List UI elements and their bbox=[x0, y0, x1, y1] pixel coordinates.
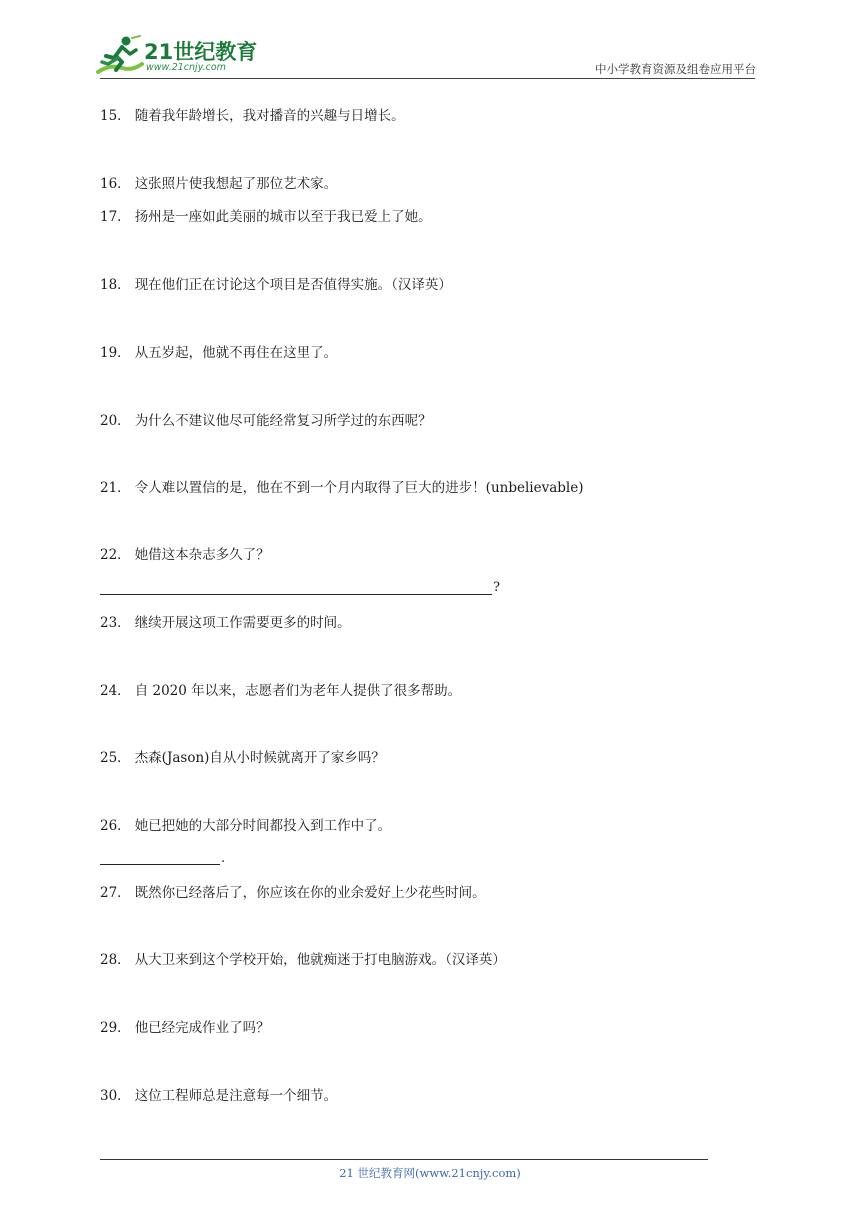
question-text: 这位工程师总是注意每一个细节。 bbox=[134, 1088, 338, 1104]
question-text: 他已经完成作业了吗？ bbox=[134, 1020, 270, 1036]
question-number: 30． bbox=[100, 1088, 131, 1104]
question-text: 从大卫来到这个学校开始，他就痴迷于打电脑游戏。（汉译英） bbox=[134, 952, 506, 968]
question-text: 令人难以置信的是，他在不到一个月内取得了巨大的进步！(unbelievable) bbox=[134, 480, 584, 496]
question-19 bbox=[100, 344, 337, 362]
site-logo bbox=[92, 34, 262, 80]
question-text: 这张照片使我想起了那位艺术家。 bbox=[134, 176, 338, 192]
question-text: 继续开展这项工作需要更多的时间。 bbox=[134, 615, 351, 631]
question-text: 为什么不建议他尽可能经常复习所学过的东西呢？ bbox=[134, 413, 432, 429]
question-number: 25． bbox=[100, 750, 131, 766]
question-text: 自 2020 年以来，志愿者们为老年人提供了很多帮助。 bbox=[134, 683, 462, 699]
question-24 bbox=[100, 682, 461, 700]
answer-end-mark: . bbox=[221, 851, 226, 866]
question-23 bbox=[100, 614, 351, 632]
question-22 bbox=[100, 546, 270, 564]
answer-blank-line[interactable] bbox=[100, 864, 220, 865]
question-number: 27． bbox=[100, 885, 131, 901]
question-21 bbox=[100, 479, 584, 497]
header-platform-text: 中小学教育资源及组卷应用平台 bbox=[595, 62, 756, 76]
question-30 bbox=[100, 1087, 337, 1105]
question-number: 16． bbox=[100, 176, 131, 192]
question-number: 22． bbox=[100, 547, 131, 563]
question-number: 28． bbox=[100, 952, 131, 968]
question-text: 随着我年龄增长，我对播音的兴趣与日增长。 bbox=[134, 108, 405, 124]
logo-url: www.21cnjy.com bbox=[146, 62, 226, 73]
question-number: 18． bbox=[100, 277, 131, 293]
question-text: 她已把她的大部分时间都投入到工作中了。 bbox=[134, 818, 392, 834]
question-number: 19． bbox=[100, 345, 131, 361]
answer-end-mark: ? bbox=[493, 580, 500, 595]
question-18 bbox=[100, 276, 452, 294]
footer-link[interactable]: 21 世纪教育网(www.21cnjy.com) bbox=[339, 1166, 521, 1180]
question-text: 既然你已经落后了，你应该在你的业余爱好上少花些时间。 bbox=[134, 885, 486, 901]
question-number: 26． bbox=[100, 818, 131, 834]
question-number: 29． bbox=[100, 1020, 131, 1036]
question-number: 24． bbox=[100, 683, 131, 699]
question-25 bbox=[100, 749, 385, 767]
question-text: 她借这本杂志多久了？ bbox=[134, 547, 270, 563]
question-number: 17． bbox=[100, 209, 131, 225]
question-27 bbox=[100, 884, 486, 902]
logo-title: 21世纪教育 bbox=[144, 40, 258, 64]
question-number: 21． bbox=[100, 480, 131, 496]
question-text: 从五岁起，他就不再住在这里了。 bbox=[134, 345, 338, 361]
running-figure-icon bbox=[92, 34, 144, 80]
question-20 bbox=[100, 412, 432, 430]
footer-divider bbox=[100, 1159, 708, 1160]
question-28 bbox=[100, 951, 506, 969]
question-text: 现在他们正在讨论这个项目是否值得实施。（汉译英） bbox=[134, 277, 452, 293]
question-26 bbox=[100, 817, 391, 835]
question-text: 扬州是一座如此美丽的城市以至于我已爱上了她。 bbox=[134, 209, 432, 225]
header-divider bbox=[100, 78, 755, 79]
page-footer bbox=[0, 1165, 860, 1181]
question-number: 20． bbox=[100, 413, 131, 429]
page-header bbox=[0, 0, 860, 84]
question-number: 15． bbox=[100, 108, 131, 124]
question-16 bbox=[100, 175, 337, 193]
question-text: 杰森(Jason)自从小时候就离开了家乡吗？ bbox=[134, 750, 385, 766]
question-29 bbox=[100, 1019, 270, 1037]
answer-blank-line[interactable] bbox=[100, 594, 492, 595]
question-15 bbox=[100, 107, 405, 125]
question-17 bbox=[100, 208, 432, 226]
question-number: 23． bbox=[100, 615, 131, 631]
